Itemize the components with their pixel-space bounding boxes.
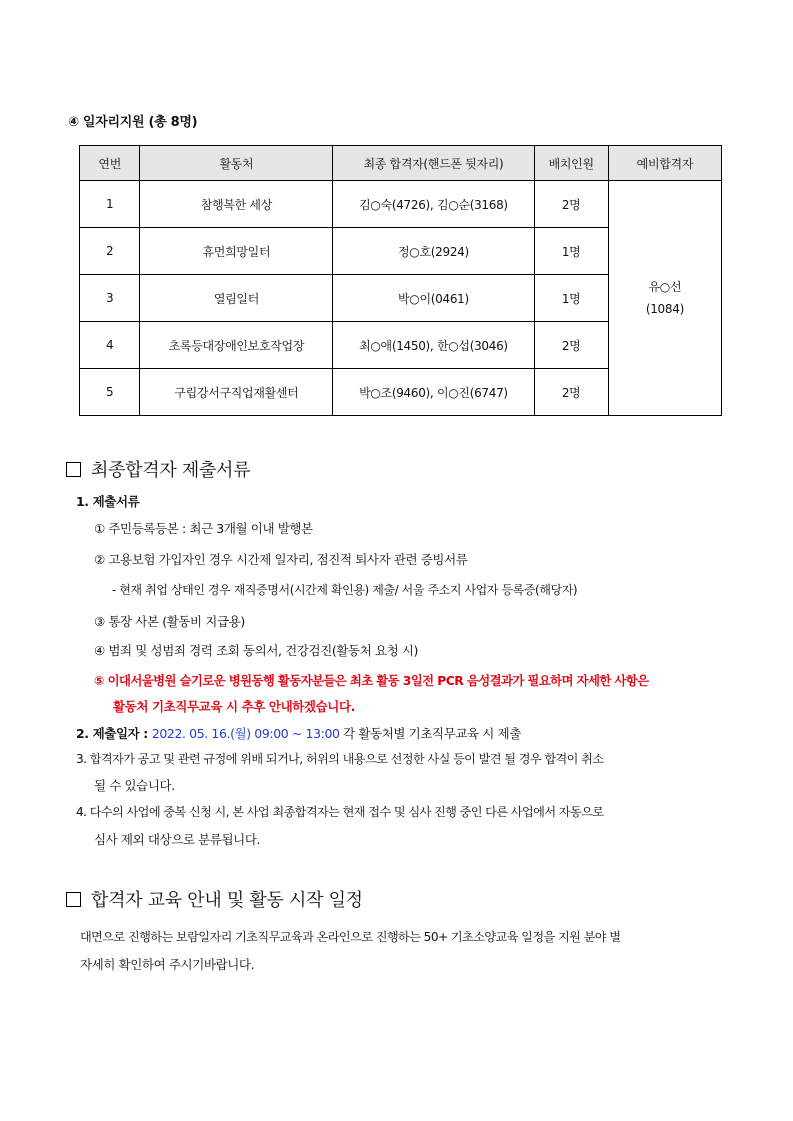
row-no: 4 (80, 322, 140, 369)
row-count: 2명 (534, 322, 608, 369)
doc-4: ④ 범죄 및 성범죄 경력 조회 동의서, 건강검진(활동처 요청 시) (94, 643, 419, 658)
docs-item-1-title: 1. 제출서류 (76, 494, 140, 509)
header-count: 배치인원 (534, 146, 608, 181)
header-reserve: 예비합격자 (608, 146, 721, 181)
row-place: 초록등대장애인보호작업장 (140, 322, 333, 369)
row-place: 구립강서구직업재활센터 (140, 369, 333, 416)
assignment-table (79, 145, 722, 416)
row-no: 5 (80, 369, 140, 416)
table-header-row (80, 146, 722, 181)
edu-line-1: 대면으로 진행하는 보람일자리 기초직무교육과 온라인으로 진행하는 50+ 기초소양교육 일정을 지원 분야 별 (80, 930, 621, 944)
row-count: 1명 (534, 228, 608, 275)
reserve-phone: (1084) (645, 302, 684, 316)
submit-date-value: 2022. 05. 16.(월) 09:00 ~ 13:00 (151, 726, 340, 741)
edu-section-title (66, 886, 363, 912)
row-place: 휴먼희망일터 (140, 228, 333, 275)
edu-line-2: 자세히 확인하여 주시기바랍니다. (80, 957, 255, 972)
doc-5-line-1: ⑤ 이대서울병원 슬기로운 병원동행 활동자분들은 최초 활동 3일전 PCR 음성결과가 필요하며 자세한 사항은 (94, 673, 649, 688)
doc-2: ② 고용보험 가입자인 경우 시간제 일자리, 점진적 퇴사자 관련 증빙서류 (94, 552, 468, 567)
row-no: 3 (80, 275, 140, 322)
reserve-name: 유○선 (648, 280, 682, 294)
row-count: 1명 (534, 275, 608, 322)
docs-section-title-text: 최종합격자 제출서류 (91, 460, 251, 481)
docs-item-4-line-1: 4. 다수의 사업에 중복 신청 시, 본 사업 최종합격자는 현재 접수 및 심사 진행 중인 다른 사업에서 자동으로 (76, 805, 604, 819)
row-place: 참행복한 세상 (140, 181, 333, 228)
section-4-title: ④ 일자리지원 (총 8명) (68, 115, 198, 130)
row-passers: 김○숙(4726), 김○순(3168) (333, 181, 534, 228)
submit-date-rest: 각 활동처별 기초직무교육 시 제출 (339, 726, 521, 741)
doc-2-sub: - 현재 취업 상태인 경우 재직증명서(시간제 확인용) 제출/ 서울 주소지 사업자 등록증(해당자) (112, 583, 578, 597)
row-place: 열림일터 (140, 275, 333, 322)
doc-5-line-2: 활동처 기초직무교육 시 추후 안내하겠습니다. (113, 699, 355, 714)
table-row (80, 181, 722, 228)
docs-item-4-line-2: 심사 제외 대상으로 분류됩니다. (94, 832, 261, 847)
docs-item-2 (76, 724, 521, 742)
header-place: 활동처 (140, 146, 333, 181)
docs-section-title (66, 456, 250, 482)
row-passers: 최○애(1450), 한○섭(3046) (333, 322, 534, 369)
row-no: 1 (80, 181, 140, 228)
checkbox-square-icon (66, 892, 81, 907)
doc-1: ① 주민등록등본 : 최근 3개월 이내 발행본 (94, 521, 313, 536)
header-passers: 최종 합격자(핸드폰 뒷자리) (333, 146, 534, 181)
row-passers: 박○조(9460), 이○진(6747) (333, 369, 534, 416)
row-count: 2명 (534, 369, 608, 416)
row-passers: 박○이(0461) (333, 275, 534, 322)
docs-item-3-line-2: 될 수 있습니다. (94, 778, 175, 793)
row-no: 2 (80, 228, 140, 275)
edu-section-title-text: 합격자 교육 안내 및 활동 시작 일정 (91, 890, 363, 911)
row-count: 2명 (534, 181, 608, 228)
header-no: 연번 (80, 146, 140, 181)
submit-date-label: 2. 제출일자 : (76, 726, 152, 741)
checkbox-square-icon (66, 462, 81, 477)
docs-item-3-line-1: 3. 합격자가 공고 및 관련 규정에 위배 되거나, 허위의 내용으로 선정한 사실 등이 발견 될 경우 합격이 취소 (76, 752, 604, 766)
reserve-cell (608, 181, 721, 416)
row-passers: 정○호(2924) (333, 228, 534, 275)
doc-3: ③ 통장 사본 (활동비 지급용) (94, 614, 245, 629)
